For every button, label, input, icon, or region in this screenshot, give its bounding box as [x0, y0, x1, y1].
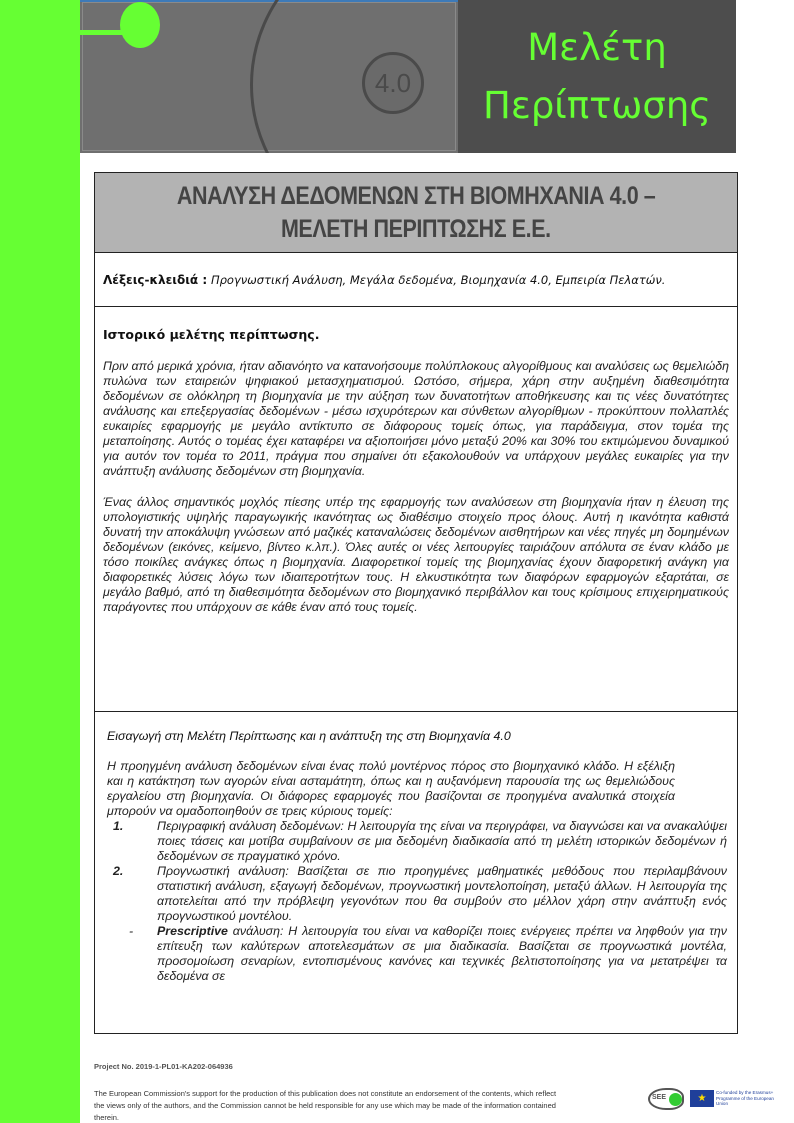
eu-flag-icon: ★ — [690, 1090, 714, 1107]
list-item — [107, 924, 727, 984]
history-heading: Ιστορικό μελέτης περίπτωσης. — [103, 327, 320, 342]
banner-title — [458, 0, 736, 153]
banner-title-line1: Μελέτη — [527, 26, 667, 70]
side-accent-bar — [0, 0, 80, 1123]
list-marker: 2. — [113, 864, 124, 878]
list-item — [107, 864, 727, 924]
intro-heading: Εισαγωγή στη Μελέτη Περίπτωσης και η ανάπτυξη της στη Βιομηχανία 4.0 — [107, 729, 511, 743]
banner-green-dot — [120, 2, 160, 48]
list-item — [107, 819, 727, 864]
document-title-line2: ΜΕΛΕΤΗ ΠΕΡΙΠΤΩΣΗΣ Ε.Ε. — [281, 214, 551, 243]
header-banner — [80, 0, 736, 153]
banner-graphic — [80, 0, 458, 153]
list-item-term: Prescriptive — [157, 924, 228, 938]
document-title-row — [95, 173, 737, 253]
list-item-body: Προγνωστική ανάλυση: Βασίζεται σε πιο προηγμένες μαθηματικές μεθόδους που περιλαμβάνουν στατιστική ανάλυση, εξαγωγή δεδομένων, προγνωστική μοντελοποίηση, μεταξύ άλλων. Η λειτουργία της αποτελείται από την πρόβλεψη γεγονότων που θα συμβούν στο μέλλον χάρη στην ανάπτυξη ενός προγνωστικού μοντέλου. — [157, 864, 727, 923]
history-section — [95, 307, 737, 712]
project-number: Project No. 2019-1-PL01-KA202-064936 — [94, 1062, 233, 1071]
see-logo-text: SEE — [652, 1094, 667, 1101]
intro-paragraph: Η προηγμένη ανάλυση δεδομένων είναι ένας πολύ μοντέρνος πόρος στο βιομηχανικό κλάδο. Η εξέλιξη και η κατάκτηση των αγορών είναι ασταμάτητη, όπως και η αυξανόμενη παρουσία της ως θεμελιώδους εργαλείου στη βιομηχανία. Οι διάφορες εφαρμογές που βασίζονται σε προηγμένα αναλυτικά στοιχεία μπορούν να ομαδοποιηθούν σε τρεις κύριους τομείς: — [107, 759, 675, 818]
industry-badge-icon: 4.0 — [362, 52, 424, 114]
see-logo-icon — [648, 1088, 684, 1110]
eu-disclaimer: The European Commission's support for the production of this publication does not constitute an endorsement of the contents, which reflect the views only of the authors, and the Commission cannot be held responsible for any use which may be made of the information contained therein. — [94, 1089, 557, 1122]
keywords-row — [95, 253, 737, 307]
list-item-text — [157, 819, 727, 864]
eu-cofunded-text: Co-funded by the Erasmus+ Programme of the European Union — [716, 1090, 774, 1107]
list-item-body: ανάλυση: Η λειτουργία του είναι να καθορίζει ποιες ενέργειες πρέπει να ληφθούν για την επίτευξη των καλύτερων αποτελεσμάτων σε μια διαδικασία. Βασίζεται σε προγνωστικά μοντέλα, προσομοίωση σεναρίων, εντοπισμένους κανόνες και τεχνικές βελτιστοποίησης για να μετατρέψει τα δεδομένα σε — [157, 924, 727, 983]
document-table — [94, 172, 738, 1034]
keywords-value: Προγνωστική Ανάλυση, Μεγάλα δεδομένα, Βιομηχανία 4.0, Εμπειρία Πελατών. — [210, 273, 666, 287]
intro-section — [95, 712, 737, 1033]
see-logo-badge — [669, 1093, 682, 1106]
list-item-text — [157, 924, 727, 984]
history-paragraph-2: Ένας άλλος σημαντικός μοχλός πίεσης υπέρ της εφαρμογής των αναλύσεων στη βιομηχανία ήταν η έλευση της υπολογιστικής υψηλής παραγωγικής ικανότητας ως διαθέσιμο στοιχείο προς όλους. Αυτή η ικανότητα καθιστά δυνατή την αποκάλυψη γνώσεων από μαζικές καταναλώσεις δεδομένων αισθητήρων και νέες πηγές μη δομημένων δεδομένων (εικόνες, κείμενο, βίντεο κ.λπ.). Όλες αυτές οι νέες λειτουργίες ταιριάζουν απόλυτα σε έναν κλάδο με τόσο ποικίλες ανάγκες όπως η βιομηχανία. Διαφορετικοί τομείς της βιομηχανίας έχουν διαφορετική ανάγκη για διαφορετικές λύσεις λόγω των ιδιαιτεροτήτων τους. Η ελκυστικότητα των διαφόρων εφαρμογών εξαρτάται, σε μεγάλο βαθμό, από τη διαθεσιμότητα δεδομένων στο βιομηχανικό περιβάλλον και τους κρίσιμους επιχειρηματικούς παράγοντες που υπάρχουν σε κάθε έναν από τους τομείς. — [103, 495, 729, 614]
list-marker: - — [129, 924, 134, 938]
keywords-label: Λέξεις-κλειδιά : — [103, 273, 208, 287]
history-paragraph-1: Πριν από μερικά χρόνια, ήταν αδιανόητο να κατανοήσουμε πολύπλοκους αλγορίθμους και αναλύσεις ως θεμελιώδη πυλώνα των εταιρειών ψηφιακού μετασχηματισμού. Ωστόσο, σήμερα, χάρη στην αυξημένη διαθεσιμότητα δεδομένων σε ολόκληρη τη βιομηχανία με την αύξηση των δυνατοτήτων αποθήκευσης και τις νέες δυνατότητες ανάλυσης και επεξεργασίας δεδομένων - μέσω ισχυρότερων και σύνθετων αλγορίθμων - προκύπτουν πολλαπλές ευκαιρίες εφαρμογής με μεγάλο αντίκτυπο σε διάφορους τομείς όπως, για παράδειγμα, στον τομέα της μεταποίησης. Αυτός ο τομέας έχει καταφέρει να αξιοποιήσει μόνο μεταξύ 20% και 30% του εκτιμώμενου δυναμικού για αυτόν τον τομέα το 2011, πράγμα που σημαίνει ότι εξακολουθούν να υπάρχουν μεγάλες ευκαιρίες για την ανάπτυξη ανάλυσης δεδομένων στη βιομηχανία. — [103, 359, 729, 478]
list-marker: 1. — [113, 819, 124, 833]
banner-title-line2: Περίπτωσης — [483, 83, 711, 127]
list-item-text — [157, 864, 727, 924]
page-footer — [94, 1062, 564, 1123]
list-item-body: Περιγραφική ανάλυση δεδομένων: Η λειτουργία της είναι να περιγράφει, να διαγνώσει και να ανακαλύψει ποιες τάσεις και μοτίβα συμβαίνουν σε μια δεδομένη διαδικασία από τη μελέτη ιστορικών δεδομένων ή δεδομένων σε πραγματικό χρόνο. — [157, 819, 727, 863]
document-title-line1: ΑΝΑΛΥΣΗ ΔΕΔΟΜΕΝΩΝ ΣΤΗ ΒΙΟΜΗΧΑΝΙΑ 4.0 – — [176, 182, 656, 210]
